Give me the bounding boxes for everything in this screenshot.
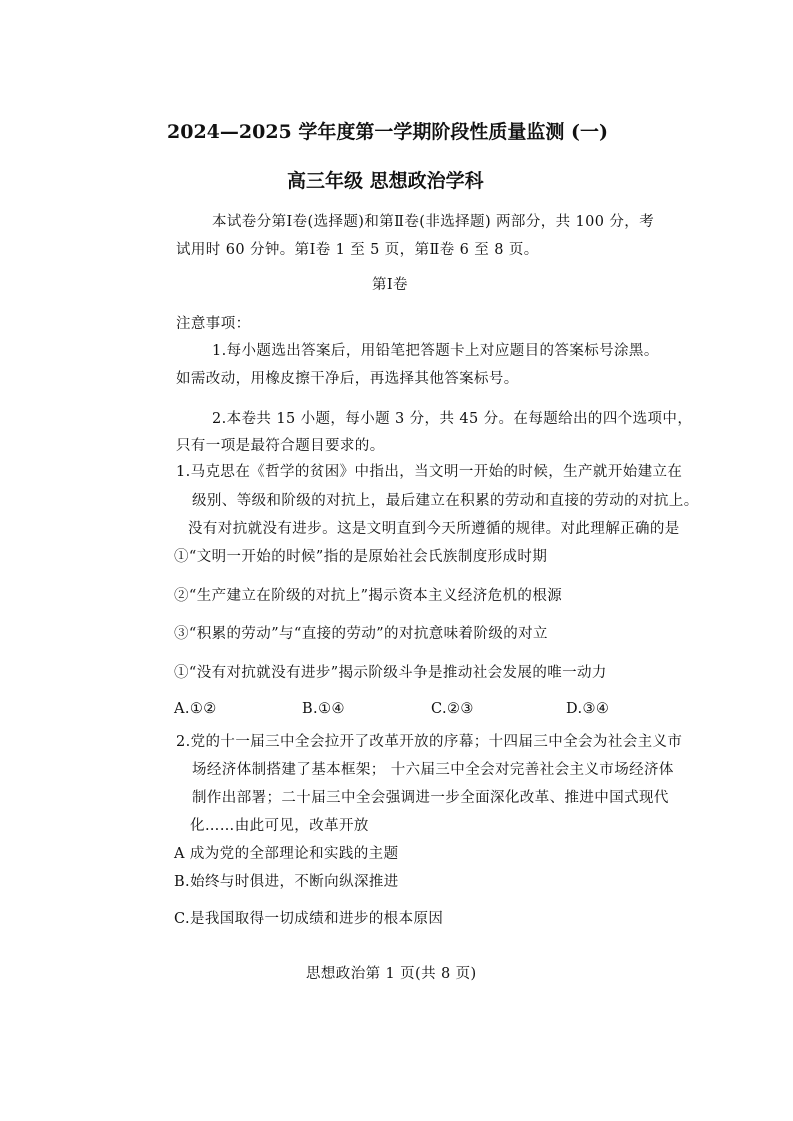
question-2-option-a: A 成为党的全部理论和实践的主题: [174, 846, 399, 862]
question-2-line-1: 2.党的十一届三中全会拉开了改革开放的序幕；十四届三中全会为社会主义市: [176, 734, 683, 750]
note-2-line-2: 只有一项是最符合题目要求的。: [176, 438, 385, 454]
question-1-statement-2: ②“生产建立在阶级的对抗上”揭示资本主义经济危机的根源: [174, 588, 563, 604]
question-2-line-2: 场经济体制搭建了基本框架； 十六届三中全会对完善社会主义市场经济体: [192, 762, 674, 778]
page-title: 2024—2025 学年度第一学期阶段性质量监测 (一): [167, 121, 608, 143]
notes-heading: 注意事项：: [176, 316, 251, 332]
page-footer: 思想政治第 1 页(共 8 页): [306, 966, 477, 982]
note-1-line-1: 1.每小题选出答案后，用铅笔把答题卡上对应题目的答案标号涂黑。: [212, 343, 659, 359]
question-2-option-b: B.始终与时俱进，不断向纵深推进: [174, 874, 399, 890]
question-2-line-3: 制作出部署；二十届三中全会强调进一步全面深化改革、推进中国式现代: [192, 790, 669, 806]
section-title: 第Ⅰ卷: [372, 277, 408, 293]
question-1-statement-1: ①“文明一开始的时候”指的是原始社会氏族制度形成时期: [174, 549, 548, 565]
question-1-statement-3: ③“积累的劳动”与“直接的劳动”的对抗意味着阶级的对立: [174, 626, 548, 642]
intro-line-2: 试用时 60 分钟。第Ⅰ卷 1 至 5 页，第Ⅱ卷 6 至 8 页。: [176, 242, 539, 258]
question-1-option-c: C.②③: [431, 701, 474, 717]
question-1-line-1: 1.马克思在《哲学的贫困》中指出，当文明一开始的时候，生产就开始建立在: [176, 464, 683, 480]
question-1-line-2: 级别、等级和阶级的对抗上，最后建立在积累的劳动和直接的劳动的对抗上。: [192, 493, 699, 509]
question-1-option-b: B.①④: [302, 701, 345, 717]
question-2-line-4: 化……由此可见，改革开放: [190, 818, 369, 834]
intro-line-1: 本试卷分第Ⅰ卷(选择题)和第Ⅱ卷(非选择题) 两部分，共 100 分，考: [212, 214, 655, 230]
page-subtitle: 高三年级 思想政治学科: [287, 170, 484, 192]
note-2-line-1: 2.本卷共 15 小题，每小题 3 分，共 45 分。在每题给出的四个选项中，: [212, 411, 693, 427]
question-1-option-d: D.③④: [566, 701, 610, 717]
question-1-option-a: A.①②: [174, 701, 217, 717]
note-1-line-2: 如需改动，用橡皮擦干净后，再选择其他答案标号。: [176, 371, 519, 387]
question-1-statement-4: ①“没有对抗就没有进步”揭示阶级斗争是推动社会发展的唯一动力: [174, 665, 607, 681]
question-1-line-3: 没有对抗就没有进步。这是文明直到今天所遵循的规律。对此理解正确的是: [188, 521, 680, 537]
question-2-option-c: C.是我国取得一切成绩和进步的根本原因: [174, 911, 444, 927]
